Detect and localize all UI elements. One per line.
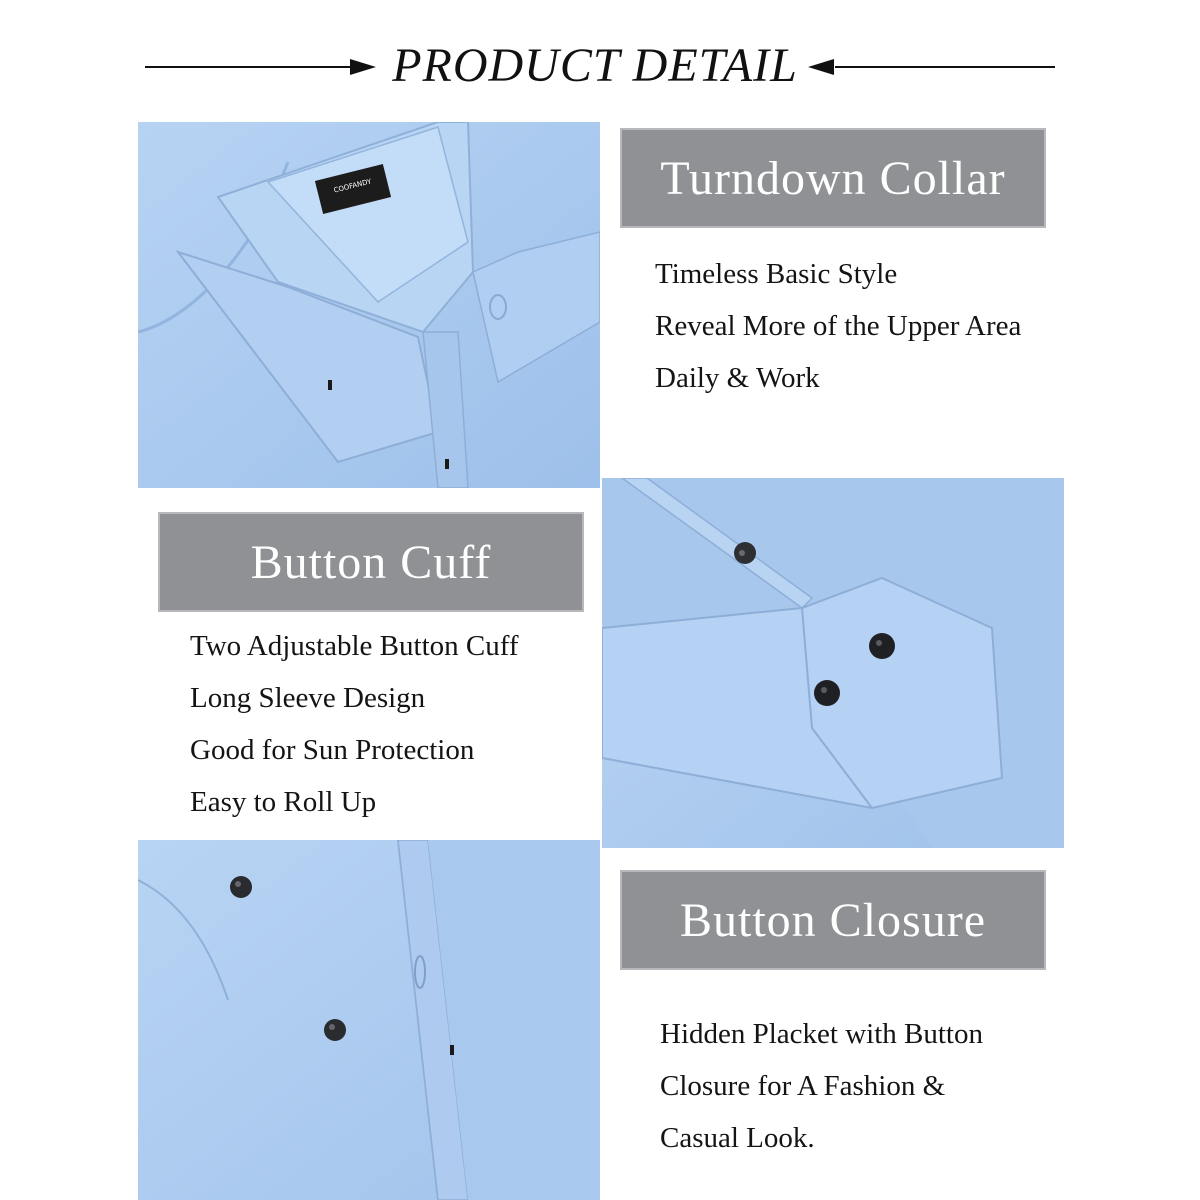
list-item: Closure for A Fashion & [660, 1070, 946, 1102]
button-cuff-label [158, 512, 584, 612]
closure-button-2 [324, 1019, 346, 1041]
cuff-photo [602, 478, 1064, 848]
turndown-collar-label-text: Turndown Collar [660, 151, 1006, 205]
list-item: Casual Look. [660, 1122, 815, 1154]
closure-feature-list [660, 1010, 983, 1166]
list-item: Daily & Work [655, 362, 820, 394]
tag-brand: COOFANDY [332, 177, 373, 195]
list-item: Reveal More of the Upper Area [655, 310, 1022, 342]
collar-feature-list [655, 252, 1021, 408]
arrow-right-icon [350, 59, 376, 75]
page-title: PRODUCT DETAIL [392, 39, 798, 92]
cuff-button-2 [814, 680, 840, 706]
arrow-left-icon [808, 59, 834, 75]
header-rule-left [145, 66, 355, 68]
button-closure-label [620, 870, 1046, 970]
button-cuff-label-text: Button Cuff [250, 535, 492, 589]
list-item: Good for Sun Protection [190, 734, 475, 766]
collar-photo [138, 122, 600, 488]
turndown-collar-label [620, 128, 1046, 228]
list-item: Long Sleeve Design [190, 682, 426, 714]
closure-photo [138, 840, 600, 1200]
list-item: Easy to Roll Up [190, 786, 377, 818]
list-item: Timeless Basic Style [655, 258, 898, 290]
list-item: Hidden Placket with Button [660, 1018, 983, 1050]
closure-button-1 [230, 876, 252, 898]
cuff-button-1 [869, 633, 895, 659]
cuff-feature-list [190, 624, 519, 832]
product-detail-header [0, 30, 1200, 110]
button-closure-label-text: Button Closure [679, 893, 986, 947]
header-rule-right [835, 66, 1055, 68]
list-item: Two Adjustable Button Cuff [190, 630, 519, 662]
